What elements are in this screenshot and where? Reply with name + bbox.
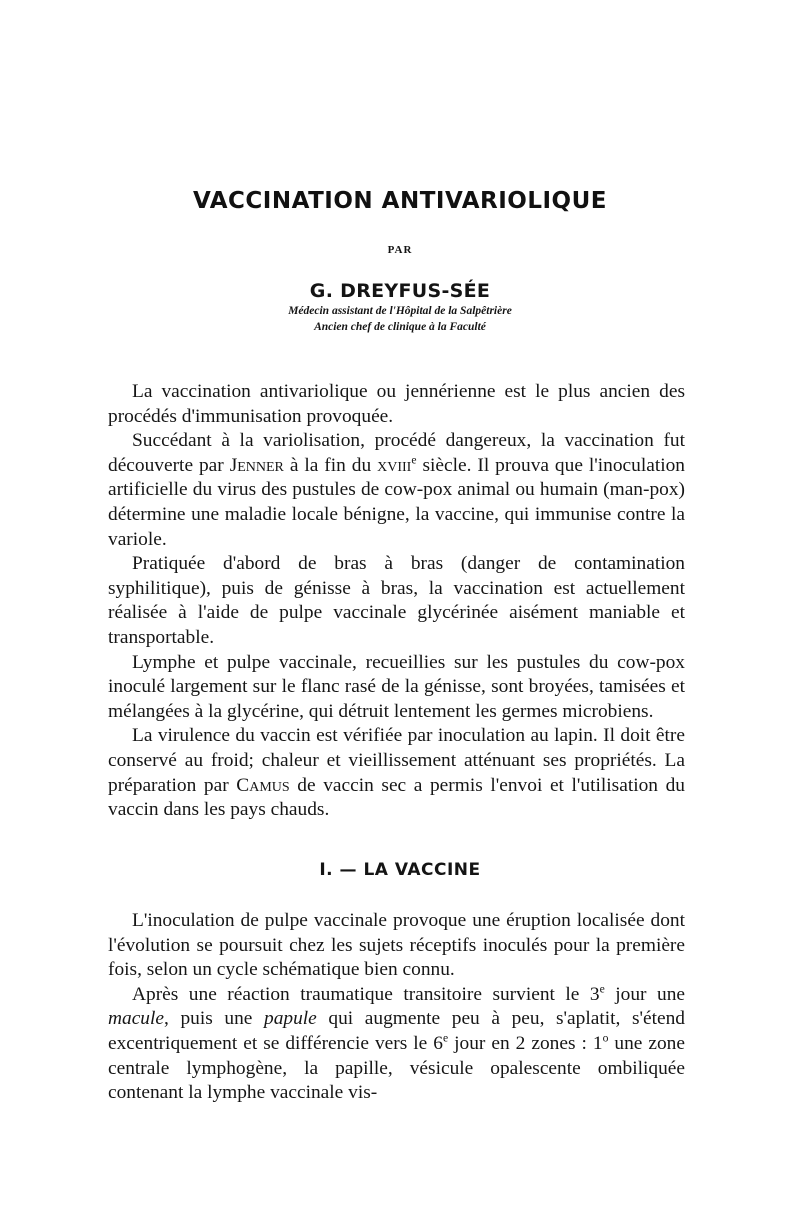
superscript: e bbox=[411, 453, 417, 467]
name-camus: Camus bbox=[236, 774, 290, 796]
text-run: siècle. Il prouva que l'inoculation artificielle du virus des pustules de cow-pox animal ou humain (man-pox) détermine une maladie locale bénigne, la vaccine, qui immunise contre la variole. bbox=[108, 454, 685, 550]
byline-par: PAR bbox=[387, 244, 413, 256]
text-run: de vaccin sec a permis l'envoi et l'utilisation du vaccin dans les pays chauds. bbox=[108, 774, 685, 821]
text-run: jour une bbox=[604, 983, 686, 1005]
text-run: jour en 2 zones : 1 bbox=[448, 1032, 603, 1054]
term-macule: macule bbox=[108, 1008, 164, 1030]
text-run: une zone centrale lymphogène, la papille, vésicule opalescente ombiliquée contenant la lymphe vaccinale vis- bbox=[108, 1032, 685, 1104]
term-papule: papule bbox=[264, 1008, 317, 1030]
intro-paragraph-4: Lymphe et pulpe vaccinale, recueillies sur les pustules du cow-pox inoculé largement sur le flanc rasé de la génisse, sont broyées, tamisées et mélangées à la glycérine, qui détruit lentement les germes microbiens. bbox=[108, 651, 685, 722]
name-jenner: Jenner bbox=[229, 454, 284, 476]
superscript: o bbox=[602, 1031, 609, 1045]
text-run: La virulence du vaccin est vérifiée par inoculation au lapin. Il doit être conservé au froid; chaleur et vieillissement atténuant ses propriétés. La préparation par bbox=[108, 725, 685, 796]
intro-paragraph-2 bbox=[108, 429, 685, 552]
text-run: à la fin du bbox=[283, 454, 378, 476]
intro-paragraph-5 bbox=[108, 724, 685, 822]
intro-paragraph-3: Pratiquée d'abord de bras à bras (danger de contamination syphilitique), puis de génisse à bras, la vaccination est actuellement réalisée à l'aide de pulpe vaccinale glycérinée aisément maniable et transportable. bbox=[108, 553, 685, 648]
author-name: G. DREYFUS-SÉE bbox=[309, 280, 491, 302]
superscript: e bbox=[599, 982, 605, 996]
section-paragraph-2 bbox=[108, 983, 685, 1106]
section-heading: I. — LA VACCINE bbox=[319, 860, 481, 880]
text-run: qui augmente peu à peu, s'aplatit, s'étend excentriquement et se différencie vers le 6 bbox=[108, 1008, 685, 1054]
author-affiliation-1: Médecin assistant de l'Hôpital de la Salpêtrière bbox=[288, 305, 512, 317]
intro-text bbox=[108, 380, 685, 823]
article-title: VACCINATION ANTIVARIOLIQUE bbox=[193, 188, 607, 214]
text-run: Après une réaction traumatique transitoire survient le 3 bbox=[132, 983, 600, 1005]
text-run: , puis une bbox=[164, 1008, 264, 1030]
century-numeral: xviii bbox=[377, 454, 412, 476]
section-text bbox=[108, 909, 685, 1106]
text-run: Succédant à la variolisation, procédé dangereux, la vaccination fut découverte par bbox=[108, 430, 685, 476]
section-paragraph-1: L'inoculation de pulpe vaccinale provoque une éruption localisée dont l'évolution se poursuit chez les sujets réceptifs inoculés pour la première fois, selon un cycle schématique bien connu. bbox=[108, 910, 685, 981]
superscript: e bbox=[442, 1031, 449, 1045]
author-affiliation-2: Ancien chef de clinique à la Faculté bbox=[314, 321, 486, 333]
intro-paragraph-1: La vaccination antivariolique ou jennérienne est le plus ancien des procédés d'immunisation provoquée. bbox=[108, 381, 685, 427]
